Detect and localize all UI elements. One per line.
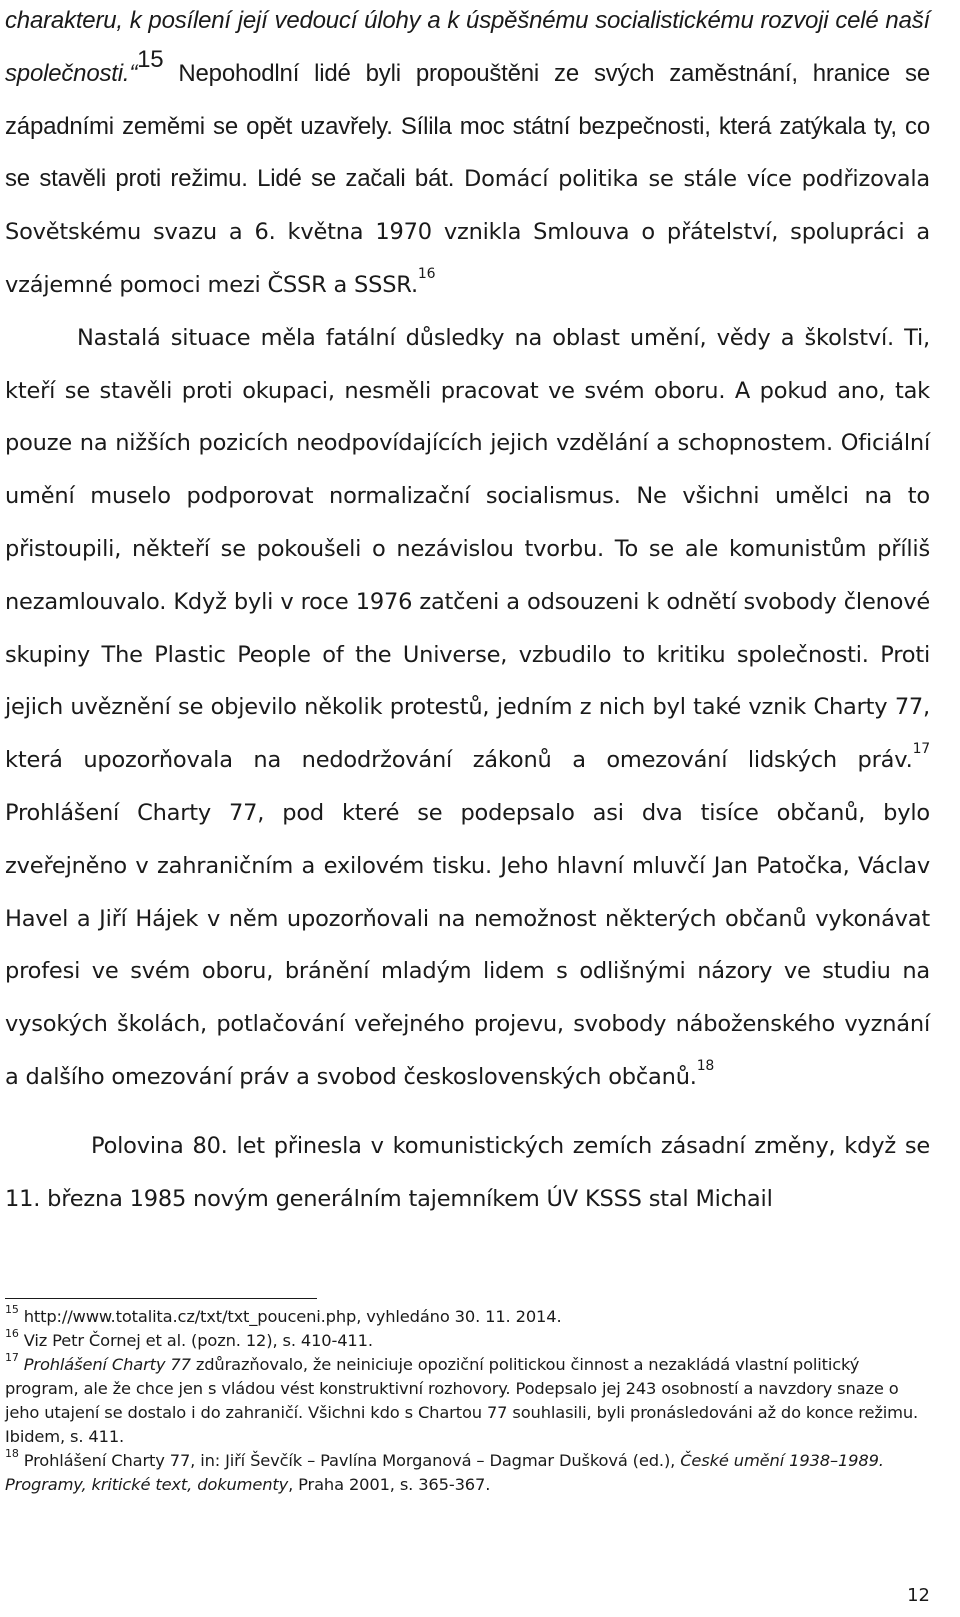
paragraph-1-text: Nepohodlní lidé byli propouštěni ze svých zaměstnání, hranice se západními zeměmi se opět uzavřely. Sílila moc státní bezpečnosti, která zatýkala ty, co se stavěli proti režimu. Lidé se začali bát. <box>5 59 930 193</box>
footnotes <box>5 1305 925 1497</box>
footnote-italic-title: České umění 1938–1989. Programy, kritické text, dokumenty <box>5 1451 884 1494</box>
footnote-italic-title: Prohlášení Charty 77 <box>18 1355 191 1374</box>
main-text <box>5 0 930 1225</box>
paragraph-3 <box>5 1120 930 1226</box>
quoted-text: charakteru, k posílení její vedoucí úlohy a k úspěšnému socialistickému rozvoji celé naší společnosti.“ <box>5 7 930 87</box>
footnote-17 <box>5 1353 925 1449</box>
footnote-ref-16: 16 <box>417 265 436 282</box>
footnote-ref-15: 15 <box>137 45 164 73</box>
paragraph-2 <box>5 312 930 1104</box>
footnote-text: http://www.totalita.cz/txt/txt_pouceni.php, vyhledáno 30. 11. 2014. <box>18 1307 562 1326</box>
footnote-text-end: , Praha 2001, s. 365-367. <box>288 1475 491 1494</box>
paragraph-2-text: Nastalá situace měla fatální důsledky na oblast umění, vědy a školství. Ti, kteří se stavěli proti okupaci, nesměli pracovat ve svém oboru. A pokud ano, tak pouze na nižších pozicích neodpovídajících jejich vzdělání a schopnostem. Oficiální umění muselo podporovat normalizační socialismus. Ne všichni umělci na to přistoupili, někteří se pokoušeli o nezávislou tvorbu. To se ale komunistům příliš nezamlouvalo. Když byli v roce 1976 zatčeni a odsouzeni k odnětí svobody členové skupiny The Plastic People of the Universe, vzbudilo to kritiku společnosti. Proti jejich uvěznění se objevilo několik protestů, jedním z nich byl také vznik Charty 77, která upozorňovala na nedodržování zákonů a omezování lidských práv. <box>5 324 930 774</box>
footnote-separator <box>5 1298 317 1299</box>
footnote-15 <box>5 1305 925 1329</box>
footnote-number: 16 <box>5 1327 19 1340</box>
footnote-number: 18 <box>5 1447 19 1460</box>
footnote-number: 17 <box>5 1351 19 1364</box>
paragraph-1 <box>5 0 930 312</box>
paragraph-2-text-continued: Prohlášení Charty 77, pod které se podepsalo asi dva tisíce občanů, bylo zveřejněno v zahraničním a exilovém tisku. Jeho hlavní mluvčí Jan Patočka, Václav Havel a Jiří Hájek v něm upozorňovali na nemožnost některých občanů vykonávat profesi ve svém oboru, bránění mladým lidem s odlišnými názory ve studiu na vysokých školách, potlačování veřejného projevu, svobody náboženského vyznání a dalšího omezování práv a svobod československých občanů. <box>5 799 930 1090</box>
page-number: 12 <box>907 1585 930 1606</box>
footnote-ref-18: 18 <box>696 1057 715 1074</box>
paragraph-1-text-continued: Domácí politika se stále více podřizovala Sovětskému svazu a 6. května 1970 vznikla Smlouva o přátelství, spolupráci a vzájemné pomoci mezi ČSSR a SSSR. <box>5 166 930 298</box>
footnote-ref-17: 17 <box>912 741 930 758</box>
footnote-text: Prohlášení Charty 77, in: Jiří Ševčík – Pavlína Morganová – Dagmar Dušková (ed.), <box>18 1451 681 1470</box>
footnote-number: 15 <box>5 1303 19 1316</box>
footnote-18 <box>5 1449 925 1497</box>
footnote-text: Viz Petr Čornej et al. (pozn. 12), s. 410-411. <box>18 1331 373 1350</box>
paragraph-3-text: Polovina 80. let přinesla v komunistických zemích zásadní změny, když se 11. března 1985 novým generálním tajemníkem ÚV KSSS stal Michail <box>5 1132 930 1212</box>
footnote-text: zdůrazňovalo, že neiniciuje opoziční politickou činnost a nezakládá vlastní politický program, ale že chce jen s vládou vést konstruktivní rozhovory. Podepsalo jej 243 osobností a navzdory snaze o jeho utajení se dostalo i do zahraničí. Všichni kdo s Chartou 77 souhlasili, byli pronásledováni až do konce režimu. Ibidem, s. 411. <box>5 1355 919 1446</box>
footnote-16 <box>5 1329 925 1353</box>
